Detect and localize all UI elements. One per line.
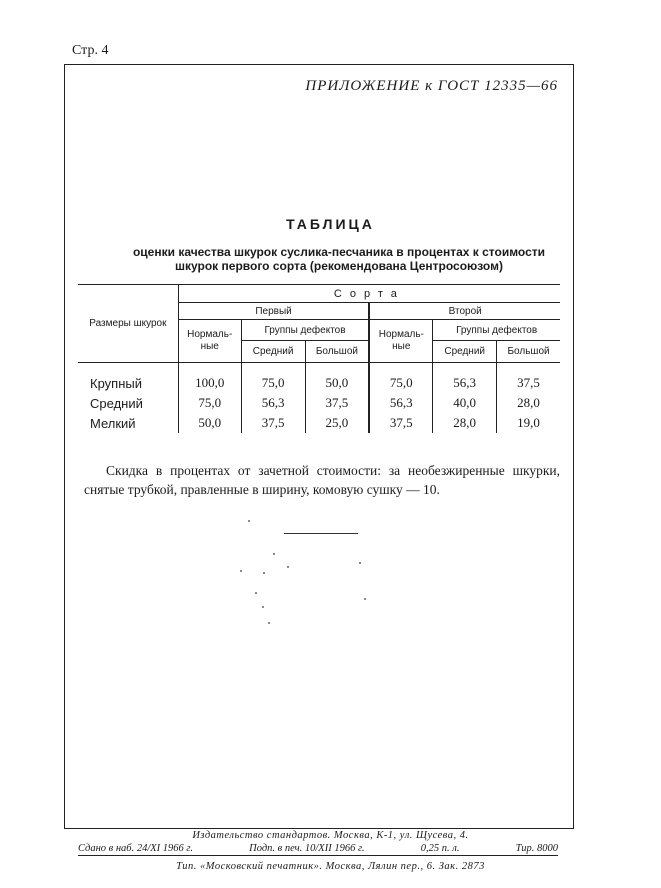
imprint-line-1: Издательство стандартов. Москва, К-1, ул. Щусева, 4. — [192, 830, 469, 841]
row-size: Средний — [90, 395, 143, 411]
page-number: Стр. 4 — [72, 43, 109, 58]
quality-table — [78, 284, 560, 433]
print-speck — [364, 598, 366, 600]
cell: 40,0 — [433, 393, 497, 413]
table-subtitle-line-2: шкурок первого сорта (рекомендована Центросоюзом) — [175, 259, 503, 273]
cell: 75,0 — [369, 363, 432, 394]
discount-note: Скидка в процентах от зачетной стоимости: за необезжиренные шкурки, снятые трубкой, правленные в ширину, комовую сушку — 10. — [84, 463, 560, 497]
cell: 37,5 — [241, 413, 305, 433]
appendix-heading: ПРИЛОЖЕНИЕ к ГОСТ 12335—66 — [305, 78, 558, 94]
row-size: Мелкий — [90, 415, 136, 431]
imprint-signed: Подп. в печ. 10/XII 1966 г. — [249, 843, 365, 854]
table-row — [78, 393, 560, 413]
table-subtitle-line-1: оценки качества шкурок суслика-песчаника в процентах к стоимости — [132, 245, 546, 259]
cell: 50,0 — [305, 363, 369, 394]
print-speck — [287, 566, 289, 568]
cell: 50,0 — [178, 413, 241, 433]
cell: 100,0 — [178, 363, 241, 394]
cell: 56,3 — [369, 393, 432, 413]
cell: 37,5 — [497, 363, 560, 394]
imprint-line-2 — [78, 843, 558, 856]
cell: 28,0 — [497, 393, 560, 413]
normal-header-second: Нормаль-ные — [369, 320, 432, 363]
table-subtitle — [80, 245, 598, 273]
large-header-second: Большой — [497, 341, 560, 363]
table-title: ТАБЛИЦА — [286, 216, 375, 232]
cell: 56,3 — [241, 393, 305, 413]
defect-groups-header-first: Группы дефектов — [241, 320, 369, 341]
table-row — [78, 363, 560, 394]
medium-header-first: Средний — [241, 341, 305, 363]
normal-header-first: Нормаль-ные — [178, 320, 241, 363]
grade-first-header: Первый — [178, 303, 369, 320]
cell: 37,5 — [305, 393, 369, 413]
imprint-typeset: Сдано в наб. 24/XI 1966 г. — [78, 843, 193, 854]
imprint-print-run: Тир. 8000 — [515, 843, 558, 854]
imprint-sheets: 0,25 п. л. — [420, 843, 460, 854]
imprint-line-3: Тип. «Московский печатник». Москва, Лялин пер., 6. Зак. 2873 — [176, 861, 485, 872]
print-speck — [273, 553, 275, 555]
cell: 37,5 — [369, 413, 432, 433]
print-speck — [263, 572, 265, 574]
print-speck — [268, 622, 270, 624]
cell: 75,0 — [178, 393, 241, 413]
table-row — [78, 413, 560, 433]
print-speck — [262, 606, 264, 608]
cell: 25,0 — [305, 413, 369, 433]
print-speck — [255, 592, 257, 594]
print-speck — [248, 520, 250, 522]
separator-rule — [284, 533, 358, 534]
row-size: Крупный — [90, 375, 142, 391]
footer-rule — [64, 828, 574, 829]
sizes-header: Размеры шкурок — [78, 285, 178, 363]
print-speck — [359, 562, 361, 564]
grade-second-header: Второй — [369, 303, 560, 320]
print-speck — [240, 570, 242, 572]
cell: 19,0 — [497, 413, 560, 433]
cell: 28,0 — [433, 413, 497, 433]
page-frame — [64, 64, 574, 828]
cell: 75,0 — [241, 363, 305, 394]
grades-header: Сорта — [178, 285, 560, 303]
large-header-first: Большой — [305, 341, 369, 363]
medium-header-second: Средний — [433, 341, 497, 363]
defect-groups-header-second: Группы дефектов — [433, 320, 560, 341]
cell: 56,3 — [433, 363, 497, 394]
